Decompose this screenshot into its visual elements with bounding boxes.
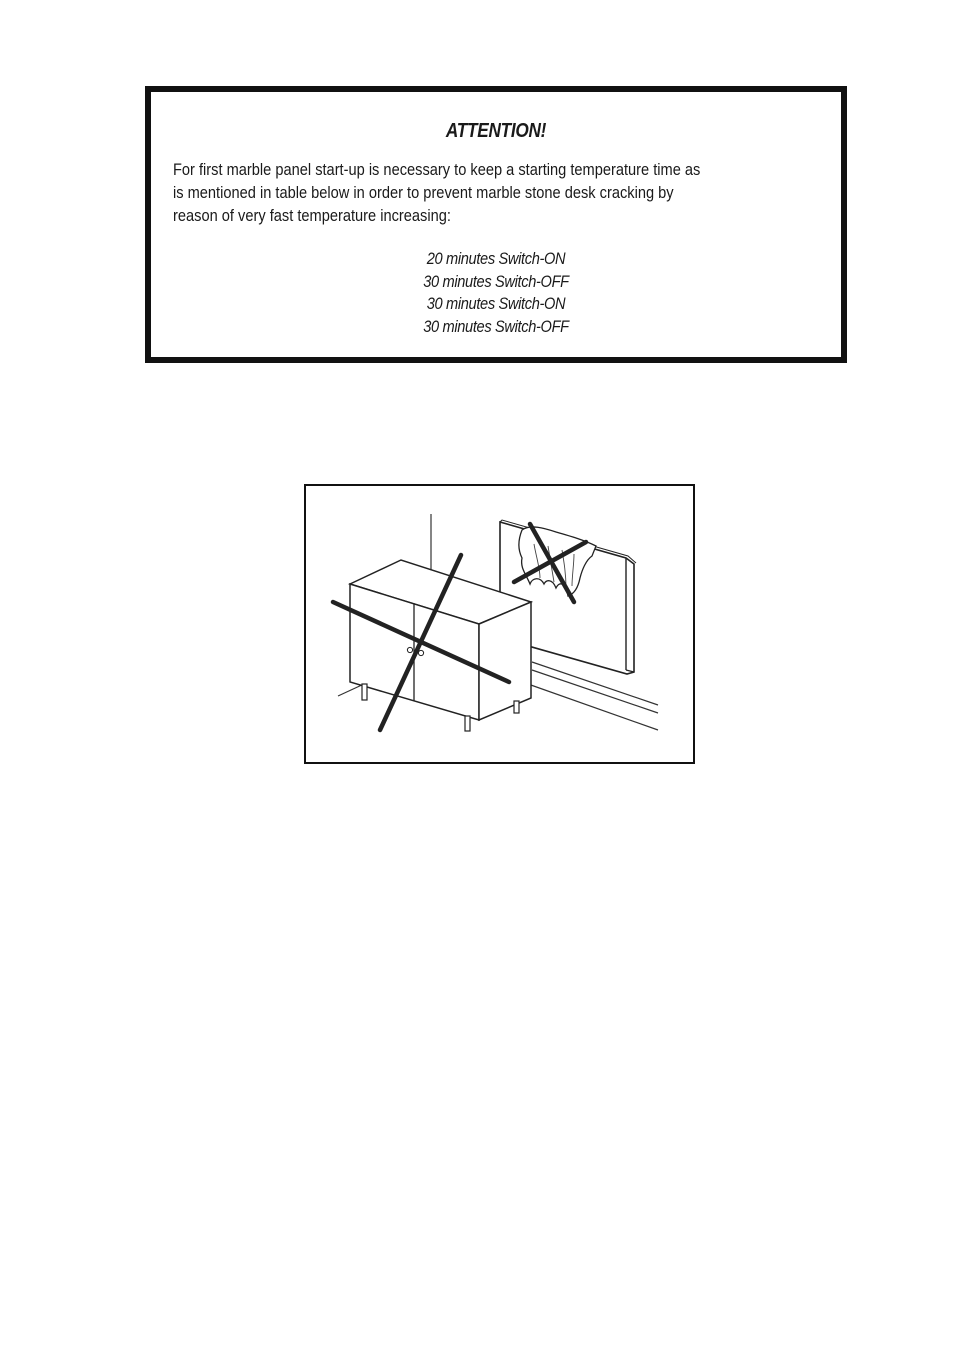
attention-title: ATTENTION! (445, 120, 547, 142)
attention-body (173, 158, 823, 227)
body-line: reason of very fast temperature increasing: (173, 206, 451, 225)
furniture-warning-drawing (304, 484, 695, 764)
schedule-item: 30 minutes Switch-OFF (423, 271, 569, 291)
schedule-item: 30 minutes Switch-ON (426, 294, 566, 313)
body-line: is mentioned in table below in order to prevent marble stone desk cracking by (173, 183, 674, 202)
startup-schedule (151, 248, 841, 338)
warning-illustration (304, 484, 695, 764)
attention-box (145, 86, 847, 363)
schedule-item: 20 minutes Switch-ON (426, 249, 566, 268)
body-line: For first marble panel start-up is necessary to keep a starting temperature time as (173, 160, 701, 179)
schedule-item: 30 minutes Switch-OFF (423, 316, 569, 336)
